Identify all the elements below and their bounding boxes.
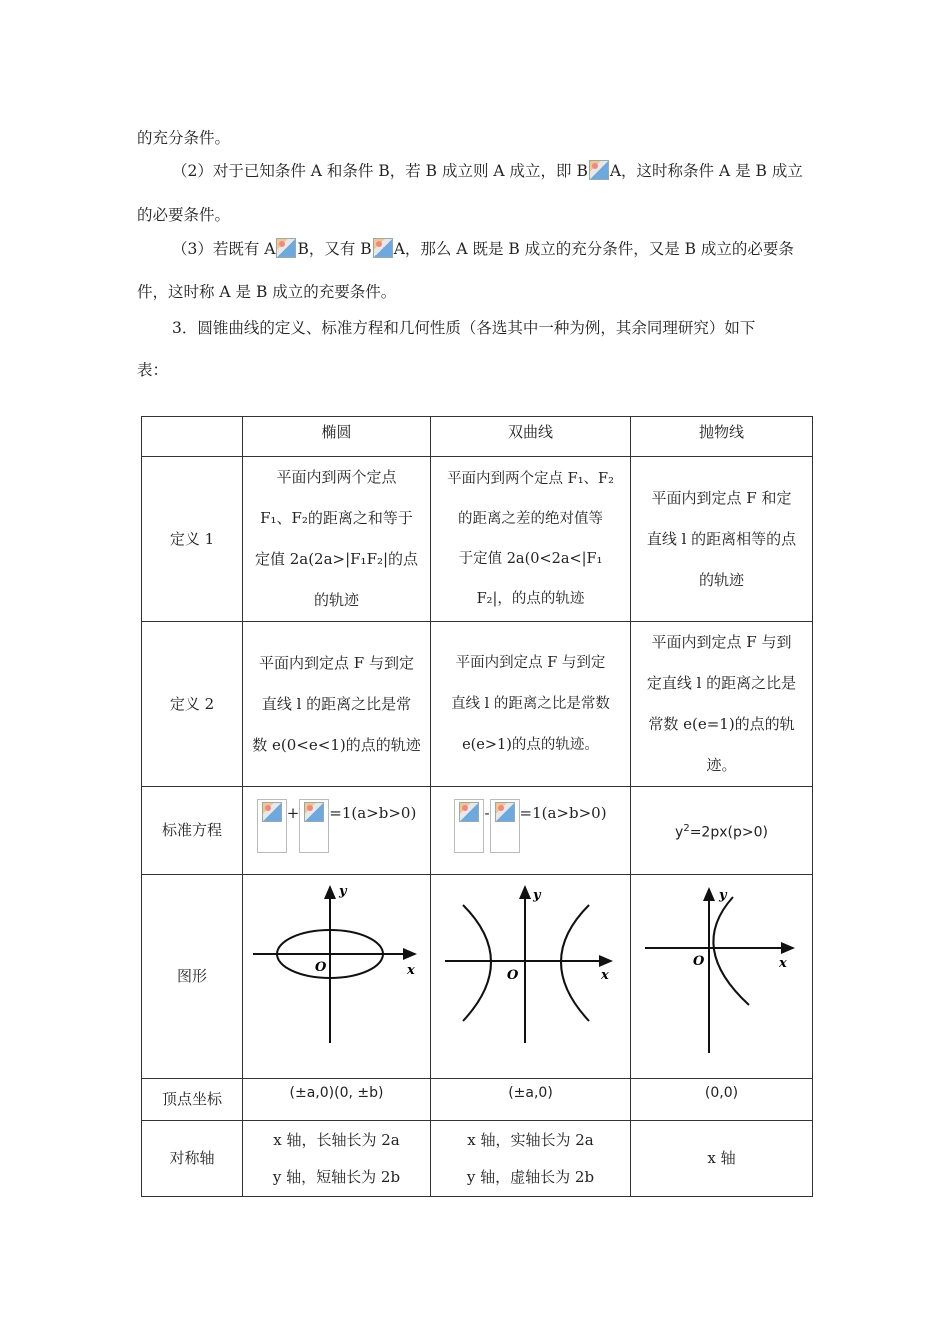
vertex-hyperbola: (±a,0)	[431, 1079, 631, 1121]
header-parabola: 抛物线	[631, 417, 813, 457]
vertex-ellipse: (±a,0)(0, ±b)	[243, 1079, 431, 1121]
def1-ellipse: 平面内到两个定点 F₁、F₂的距离之和等于 定值 2a(2a>|F₁F₂|的点 的轨迹	[243, 457, 431, 622]
header-hyperbola: 双曲线	[431, 417, 631, 457]
conic-sections-table	[141, 416, 813, 1197]
header-empty	[142, 417, 243, 457]
y-label: y	[533, 888, 541, 903]
table-row	[142, 1079, 813, 1121]
ellipse-graph	[243, 875, 430, 1062]
paragraph-7: 表：	[137, 361, 169, 379]
hyperbola-graph	[431, 875, 630, 1062]
row-label-graph: 图形	[142, 875, 243, 1079]
equation-ellipse: + =1(a>b>0)	[243, 787, 431, 875]
formula-image-icon	[459, 802, 479, 822]
fraction-image	[257, 799, 287, 853]
equation-hyperbola: - =1(a>b>0)	[431, 787, 631, 875]
header-ellipse: 椭圆	[243, 417, 431, 457]
axis-hyperbola: x 轴，实轴长为 2a y 轴，虚轴长为 2b	[431, 1121, 631, 1197]
def1-parabola: 平面内到定点 F 和定 直线 l 的距离相等的点 的轨迹	[631, 457, 813, 622]
fraction-image	[299, 799, 329, 853]
graph-ellipse	[243, 875, 431, 1079]
row-label-vertex: 顶点坐标	[142, 1079, 243, 1121]
hyperbola-left-branch	[463, 905, 491, 1021]
row-label-def1: 定义 1	[142, 457, 243, 622]
hyperbola-right-branch	[561, 905, 589, 1021]
graph-hyperbola	[431, 875, 631, 1079]
axis-parabola: x 轴	[631, 1121, 813, 1197]
paragraph-3: 的必要条件。	[137, 206, 231, 224]
x-label: x	[601, 968, 609, 983]
table-row	[142, 875, 813, 1079]
origin-label: O	[693, 954, 705, 969]
equation-parabola: $y^2=2px(p>0)$	[631, 787, 813, 875]
paragraph-4: （3）若既有 A B，又有 B A，那么 A 既是 B 成立的充分条件，又是 B 成立的必要条	[172, 240, 794, 258]
axis-ellipse: x 轴，长轴长为 2a y 轴，短轴长为 2b	[243, 1121, 431, 1197]
row-label-equation: 标准方程	[142, 787, 243, 875]
origin-label: O	[507, 968, 519, 983]
table-row	[142, 787, 813, 875]
def2-parabola: 平面内到定点 F 与到 定直线 l 的距离之比是 常数 e(e=1)的点的轨 迹。	[631, 622, 813, 787]
paragraph-6: 3．圆锥曲线的定义、标准方程和几何性质（各选其中一种为例，其余同理研究）如下	[172, 319, 756, 337]
x-label: x	[779, 956, 787, 971]
implies-image-icon	[276, 238, 296, 258]
formula-image-icon	[304, 802, 324, 822]
table-row	[142, 417, 813, 457]
paragraph-1: 的充分条件。	[137, 129, 231, 147]
y-label: y	[339, 884, 347, 899]
row-label-def2: 定义 2	[142, 622, 243, 787]
x-label: x	[407, 963, 415, 978]
origin-label: O	[315, 960, 327, 975]
y-label: y	[719, 888, 727, 903]
implies-image-icon	[373, 238, 393, 258]
fraction-image	[490, 799, 520, 853]
paragraph-2: （2）对于已知条件 A 和条件 B，若 B 成立则 A 成立，即 B A，这时称条件 A 是 B 成立	[172, 162, 803, 180]
parabola-curve	[713, 897, 749, 1005]
formula-image-icon	[262, 802, 282, 822]
implies-image-icon	[589, 160, 609, 180]
row-label-axis: 对称轴	[142, 1121, 243, 1197]
paragraph-5: 件，这时称 A 是 B 成立的充要条件。	[137, 283, 397, 301]
table-row	[142, 622, 813, 787]
fraction-image	[454, 799, 484, 853]
parabola-graph	[631, 875, 812, 1062]
graph-parabola	[631, 875, 813, 1079]
def2-ellipse: 平面内到定点 F 与到定 直线 l 的距离之比是常 数 e(0<e<1)的点的轨迹	[243, 622, 431, 787]
table-row	[142, 1121, 813, 1197]
formula-image-icon	[495, 802, 515, 822]
def2-hyperbola: 平面内到定点 F 与到定 直线 l 的距离之比是常数 e(e>1)的点的轨迹。	[431, 622, 631, 787]
table-row	[142, 457, 813, 622]
vertex-parabola: (0,0)	[631, 1079, 813, 1121]
def1-hyperbola: 平面内到两个定点 F₁、F₂ 的距离之差的绝对值等 于定值 2a(0<2a<|F₁ F₂|，的点的轨迹	[431, 457, 631, 622]
